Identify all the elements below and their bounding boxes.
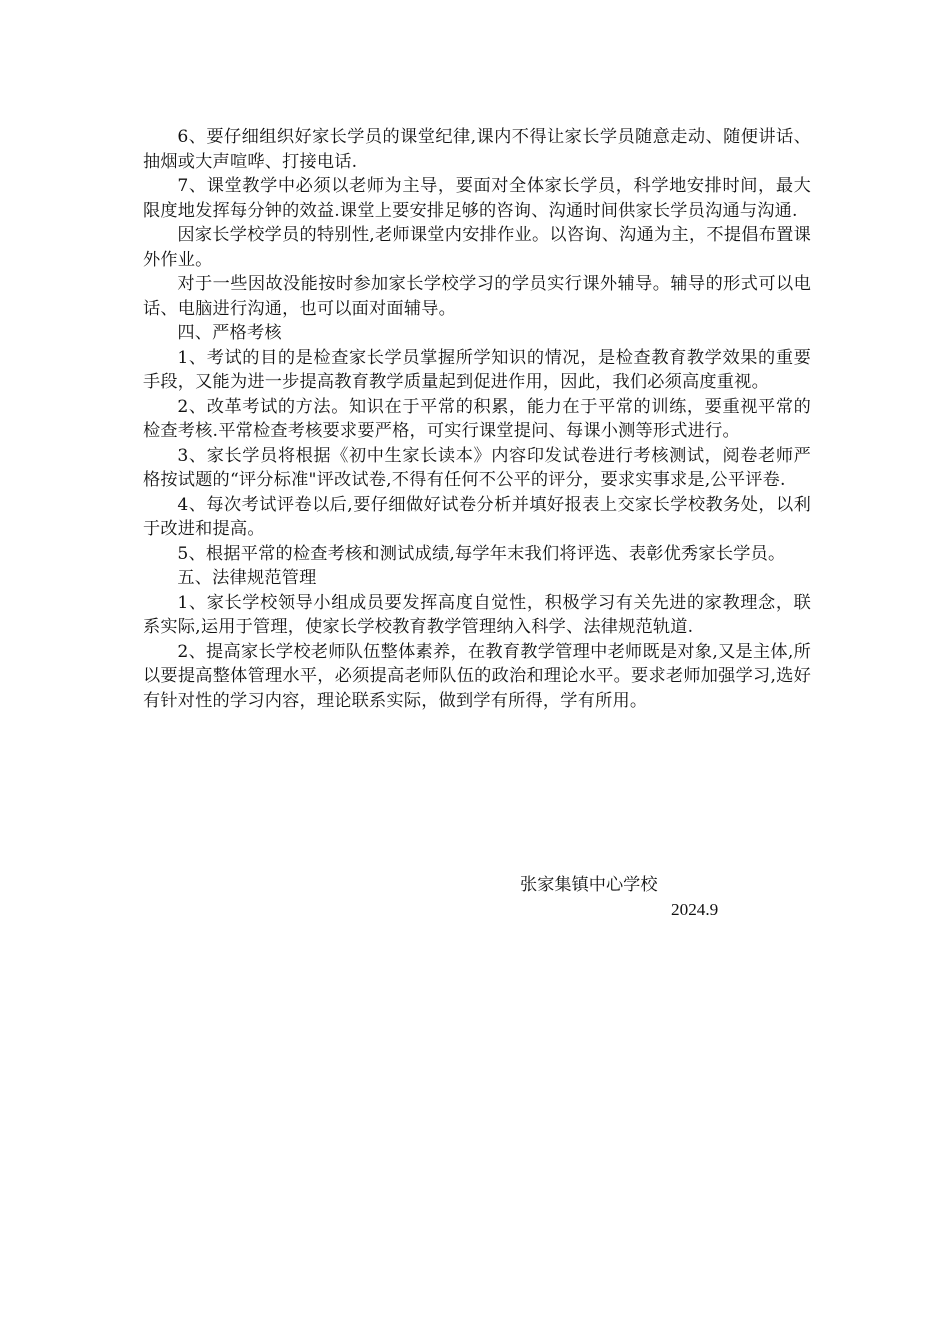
document-body bbox=[143, 125, 811, 713]
paragraph-homework: 因家长学校学员的特别性,老师课堂内安排作业。以咨询、沟通为主，不提倡布置课外作业。 bbox=[143, 225, 811, 270]
paragraph-commendation: 5、根据平常的检查考核和测试成绩,每学年末我们将评选、表彰优秀家长学员。 bbox=[177, 543, 786, 564]
paragraph-teacher-quality: 2、提高家长学校老师队伍整体素养，在教育教学管理中老师既是对象,又是主体,所以要提高整体管理水平，必须提高老师队伍的政治和理论水平。要求老师加强学习,选好有针对性的学习内容，理论联系实际，做到学有所得，学有所用。 bbox=[143, 641, 811, 711]
paragraph-teacher-led: 7、课堂教学中必须以老师为主导，要面对全体家长学员，科学地安排时间，最大限度地发挥每分钟的效益.课堂上要安排足够的咨询、沟通时间供家长学员沟通与沟通. bbox=[143, 176, 811, 221]
paragraph-classroom-discipline: 6、要仔细组织好家长学员的课堂纪律,课内不得让家长学员随意走动、随便讲话、抽烟或大声喧哗、打接电话. bbox=[143, 127, 811, 172]
paragraph-exam-reform: 2、改革考试的方法。知识在于平常的积累，能力在于平常的训练，要重视平常的检查考核.平常检查考核要求要严格，可实行课堂提问、每课小测等形式进行。 bbox=[143, 396, 811, 441]
signature-school: 张家集镇中心学校 bbox=[520, 875, 658, 895]
paragraph-exam-grading: 3、家长学员将根据《初中生家长读本》内容印发试卷进行考核测试，阅卷老师严格按试题的“评分标准"评改试卷,不得有任何不公平的评分，要求实事求是,公平评卷. bbox=[143, 445, 811, 490]
paragraph-exam-analysis: 4、每次考试评卷以后,要仔细做好试卷分析并填好报表上交家长学校教务处，以利于改进和提高。 bbox=[143, 494, 811, 539]
paragraph-leadership: 1、家长学校领导小组成员要发挥高度自觉性，积极学习有关先进的家教理念，联系实际,运用于管理，使家长学校教育教学管理纳入科学、法律规范轨道. bbox=[143, 592, 811, 637]
section-heading-assessment: 四、严格考核 bbox=[177, 323, 282, 343]
section-heading-management: 五、法律规范管理 bbox=[177, 568, 317, 588]
paragraph-tutoring: 对于一些因故没能按时参加家长学校学习的学员实行课外辅导。辅导的形式可以电话、电脑进行沟通，也可以面对面辅导。 bbox=[143, 274, 811, 319]
paragraph-exam-purpose: 1、考试的目的是检查家长学员掌握所学知识的情况，是检查教育教学效果的重要手段，又能为进一步提高教育教学质量起到促进作用，因此，我们必须高度重视。 bbox=[143, 347, 811, 392]
signature-date: 2024.9 bbox=[671, 900, 719, 919]
